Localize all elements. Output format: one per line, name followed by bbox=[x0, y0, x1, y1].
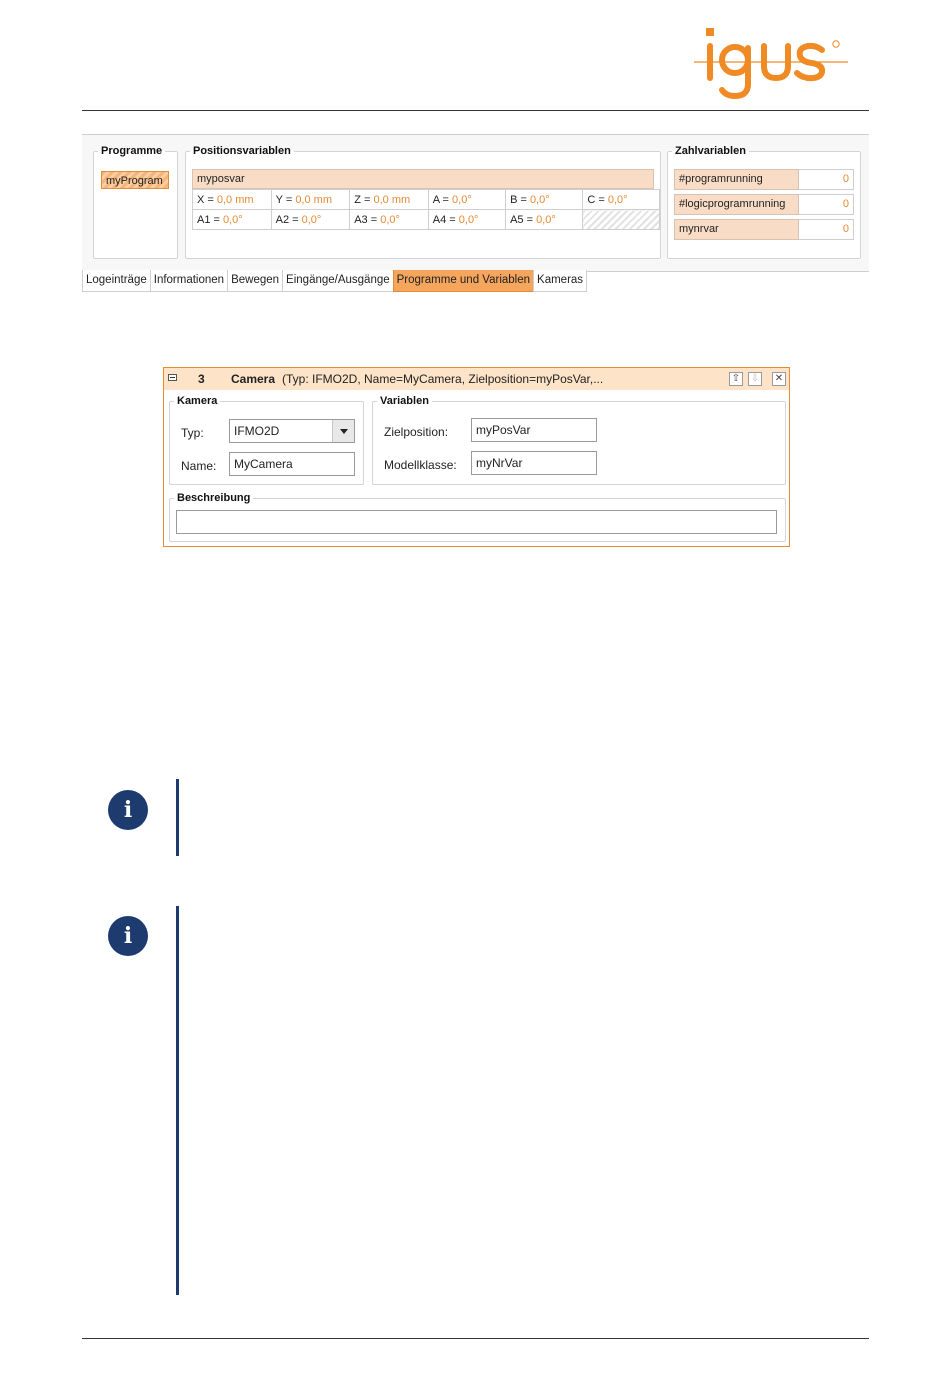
tab-informationen[interactable]: Informationen bbox=[150, 270, 228, 292]
pos-y-cell: Y = 0,0 mm bbox=[271, 190, 350, 210]
note-bar bbox=[176, 906, 179, 1295]
position-variables-group bbox=[185, 145, 661, 259]
kamera-group-title: Kamera bbox=[177, 395, 218, 407]
number-variable-value: 0 bbox=[799, 169, 854, 190]
camera-command-header[interactable] bbox=[164, 368, 789, 390]
axis-a3-cell: A3 = 0,0° bbox=[350, 210, 429, 230]
model-class-label: Modellklasse: bbox=[384, 458, 457, 472]
description-title: Beschreibung bbox=[177, 492, 251, 504]
kamera-group bbox=[169, 395, 364, 485]
variables-panel bbox=[82, 134, 869, 272]
command-summary: (Typ: IFMO2D, Name=MyCamera, Zielposition=myPosVar,... bbox=[282, 372, 604, 386]
delete-icon[interactable]: ✕ bbox=[772, 372, 786, 386]
info-icon: i bbox=[108, 790, 148, 830]
number-variable-value: 0 bbox=[799, 219, 854, 240]
camera-name-input[interactable]: MyCamera bbox=[229, 452, 355, 476]
name-label: Name: bbox=[181, 459, 217, 473]
programs-group bbox=[93, 145, 178, 259]
position-values-table bbox=[192, 189, 660, 230]
position-variables-title: Positionsvariablen bbox=[193, 145, 291, 157]
pos-c-cell: C = 0,0° bbox=[583, 190, 660, 210]
variablen-group-title: Variablen bbox=[380, 395, 429, 407]
move-down-icon[interactable]: ⇩ bbox=[748, 372, 762, 386]
model-class-input[interactable]: myNrVar bbox=[471, 451, 597, 475]
programs-title: Programme bbox=[101, 145, 163, 157]
variablen-group bbox=[372, 395, 786, 485]
pos-b-cell: B = 0,0° bbox=[506, 190, 583, 210]
camera-type-value: IFMO2D bbox=[234, 424, 280, 438]
type-label: Typ: bbox=[181, 426, 204, 440]
command-name: Camera bbox=[231, 372, 276, 386]
program-item[interactable]: myProgram bbox=[101, 171, 169, 189]
axis-a2-cell: A2 = 0,0° bbox=[271, 210, 350, 230]
number-variable-row[interactable] bbox=[674, 194, 854, 215]
tab-bewegen[interactable]: Bewegen bbox=[227, 270, 283, 292]
description-group bbox=[169, 492, 786, 542]
pos-z-cell: Z = 0,0 mm bbox=[350, 190, 429, 210]
target-position-label: Zielposition: bbox=[384, 425, 449, 439]
number-variable-row[interactable] bbox=[674, 219, 854, 240]
move-up-icon[interactable]: ⇧ bbox=[729, 372, 743, 386]
camera-command-block bbox=[163, 367, 790, 547]
header-divider bbox=[82, 110, 869, 111]
number-variables-title: Zahlvariablen bbox=[675, 145, 746, 157]
number-variable-name: mynrvar bbox=[674, 219, 799, 240]
note-bar bbox=[176, 779, 179, 856]
info-icon: i bbox=[108, 916, 148, 956]
description-input[interactable] bbox=[176, 510, 777, 534]
collapse-icon[interactable] bbox=[168, 374, 177, 381]
number-variable-value: 0 bbox=[799, 194, 854, 215]
number-variable-row[interactable] bbox=[674, 169, 854, 190]
footer-divider bbox=[82, 1338, 869, 1339]
number-variables-group bbox=[667, 145, 861, 259]
position-variable-name[interactable]: myposvar bbox=[192, 169, 654, 189]
tab-programme-und-variablen[interactable]: Programme und Variablen bbox=[393, 270, 534, 292]
axis-a5-cell: A5 = 0,0° bbox=[506, 210, 583, 230]
pos-x-cell: X = 0,0 mm bbox=[193, 190, 272, 210]
tab-kameras[interactable]: Kameras bbox=[533, 270, 587, 292]
tab-logeintraege[interactable]: Logeinträge bbox=[82, 270, 151, 292]
number-variable-name: #programrunning bbox=[674, 169, 799, 190]
axis-a4-cell: A4 = 0,0° bbox=[428, 210, 505, 230]
number-variable-name: #logicprogramrunning bbox=[674, 194, 799, 215]
bottom-tab-bar bbox=[82, 270, 586, 292]
axis-a1-cell: A1 = 0,0° bbox=[193, 210, 272, 230]
pos-a-cell: A = 0,0° bbox=[428, 190, 505, 210]
command-number: 3 bbox=[198, 372, 205, 386]
camera-type-select[interactable] bbox=[229, 419, 355, 443]
tab-eingaenge-ausgaenge[interactable]: Eingänge/Ausgänge bbox=[282, 270, 394, 292]
empty-hatched-cell bbox=[583, 210, 660, 230]
target-position-input[interactable]: myPosVar bbox=[471, 418, 597, 442]
igus-logo bbox=[690, 18, 850, 108]
dropdown-arrow-icon[interactable] bbox=[332, 420, 354, 442]
